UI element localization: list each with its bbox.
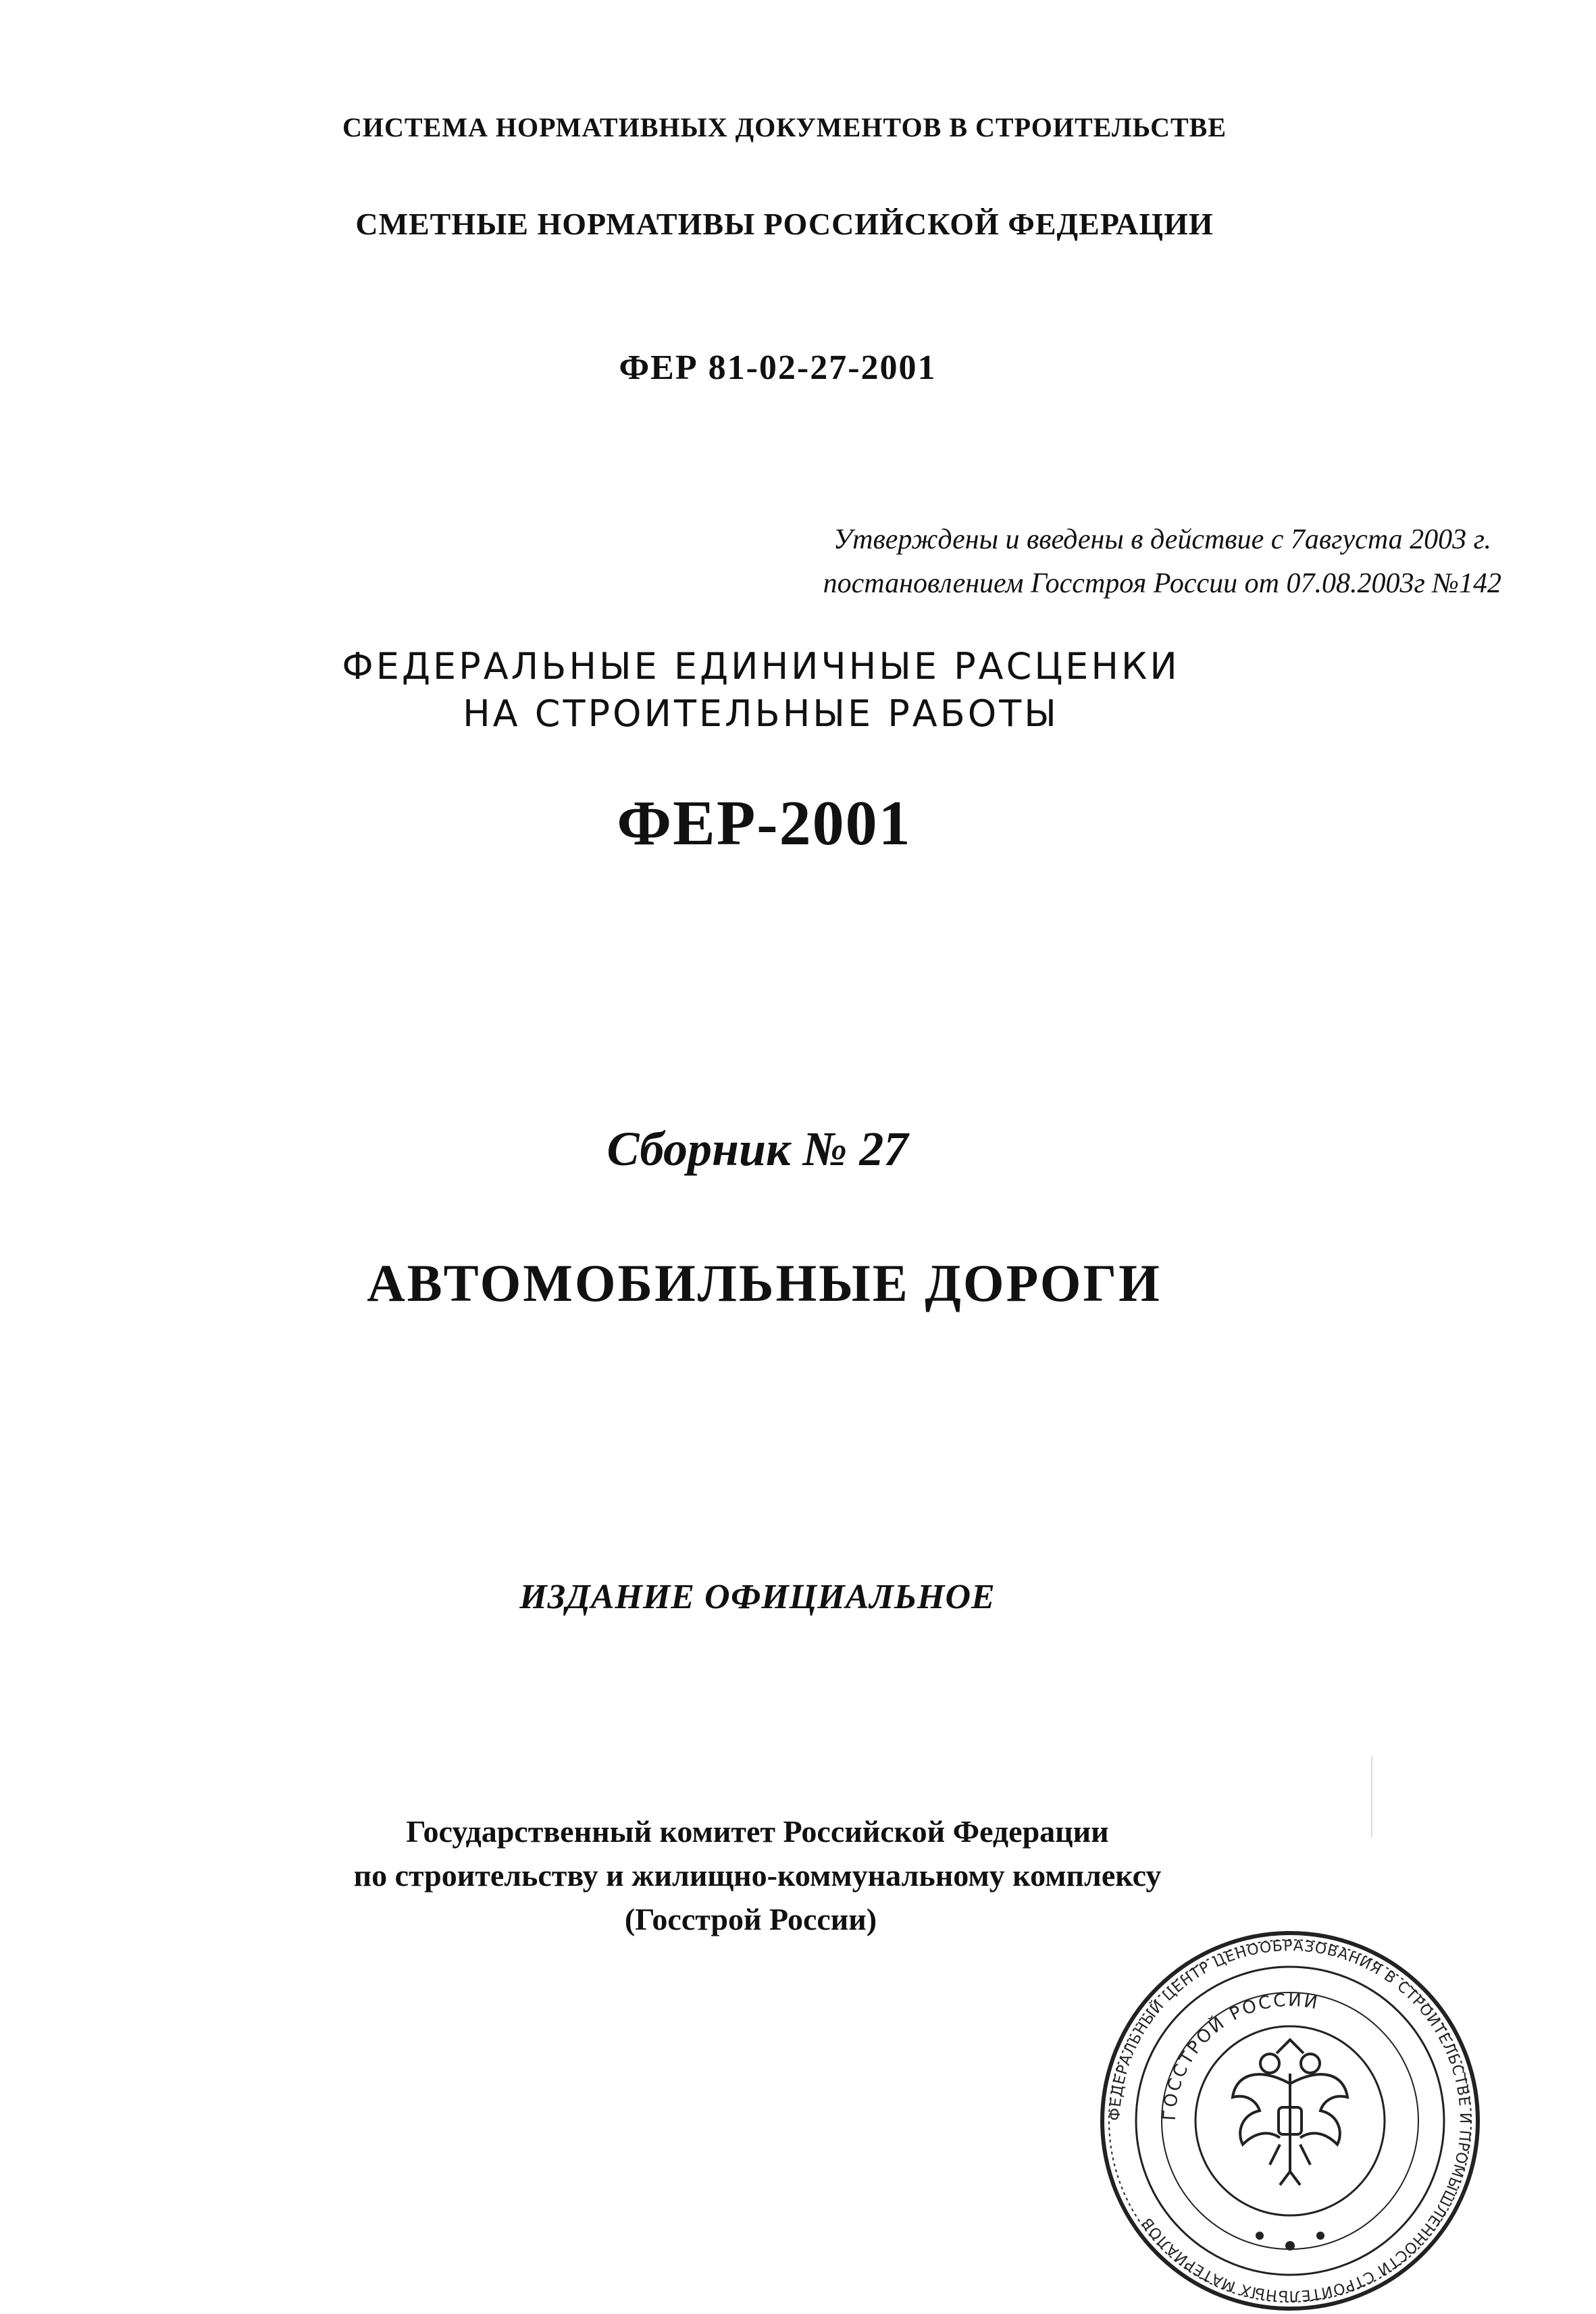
title-line-1: ФЕДЕРАЛЬНЫЕ ЕДИНИЧНЫЕ РАСЦЕНКИ xyxy=(342,645,1180,688)
document-code: ФЕР 81-02-27-2001 xyxy=(619,349,937,387)
collection-label: Сборник № 27 xyxy=(607,1122,908,1176)
title-short: ФЕР-2001 xyxy=(617,788,912,858)
official-stamp xyxy=(1091,1928,1489,2313)
double-headed-eagle-emblem xyxy=(1233,2040,1347,2185)
publisher-line-1: Государственный комитет Российской Федерации xyxy=(406,1814,1109,1849)
edition-label: ИЗДАНИЕ ОФИЦИАЛЬНОЕ xyxy=(519,1578,996,1616)
norms-header: СМЕТНЫЕ НОРМАТИВЫ РОССИЙСКОЙ ФЕДЕРАЦИИ xyxy=(355,207,1214,241)
approval-line-2: постановлением Госстроя России от 07.08.2003г №142 xyxy=(823,568,1501,599)
stamp-decor-stars xyxy=(1256,2232,1324,2251)
collection-subject: АВТОМОБИЛЬНЫЕ ДОРОГИ xyxy=(367,1254,1162,1312)
approval-line-1: Утверждены и введены в действие с 7августа 2003 г. xyxy=(833,524,1491,555)
scan-mark xyxy=(1371,1756,1372,1837)
system-header: СИСТЕМА НОРМАТИВНЫХ ДОКУМЕНТОВ В СТРОИТЕЛЬСТВЕ xyxy=(342,112,1227,143)
stamp-inner-text: ГОССТРОЙ РОССИИ xyxy=(1159,1990,1321,2122)
publisher-line-3: (Госстрой России) xyxy=(624,1902,877,1936)
stamp-outer-text: ФЕДЕРАЛЬНЫЙ ЦЕНТР ЦЕНООБРАЗОВАНИЯ В СТРОИТЕЛЬСТВЕ И ПРОМЫШЛЕННОСТИ СТРОИТЕЛЬНЫХ МАТЕРИАЛОВ xyxy=(1106,1937,1474,2305)
title-line-2: НА СТРОИТЕЛЬНЫЕ РАБОТЫ xyxy=(463,692,1059,735)
publisher-line-2: по строительству и жилищно-коммунальному комплексу xyxy=(353,1858,1162,1893)
